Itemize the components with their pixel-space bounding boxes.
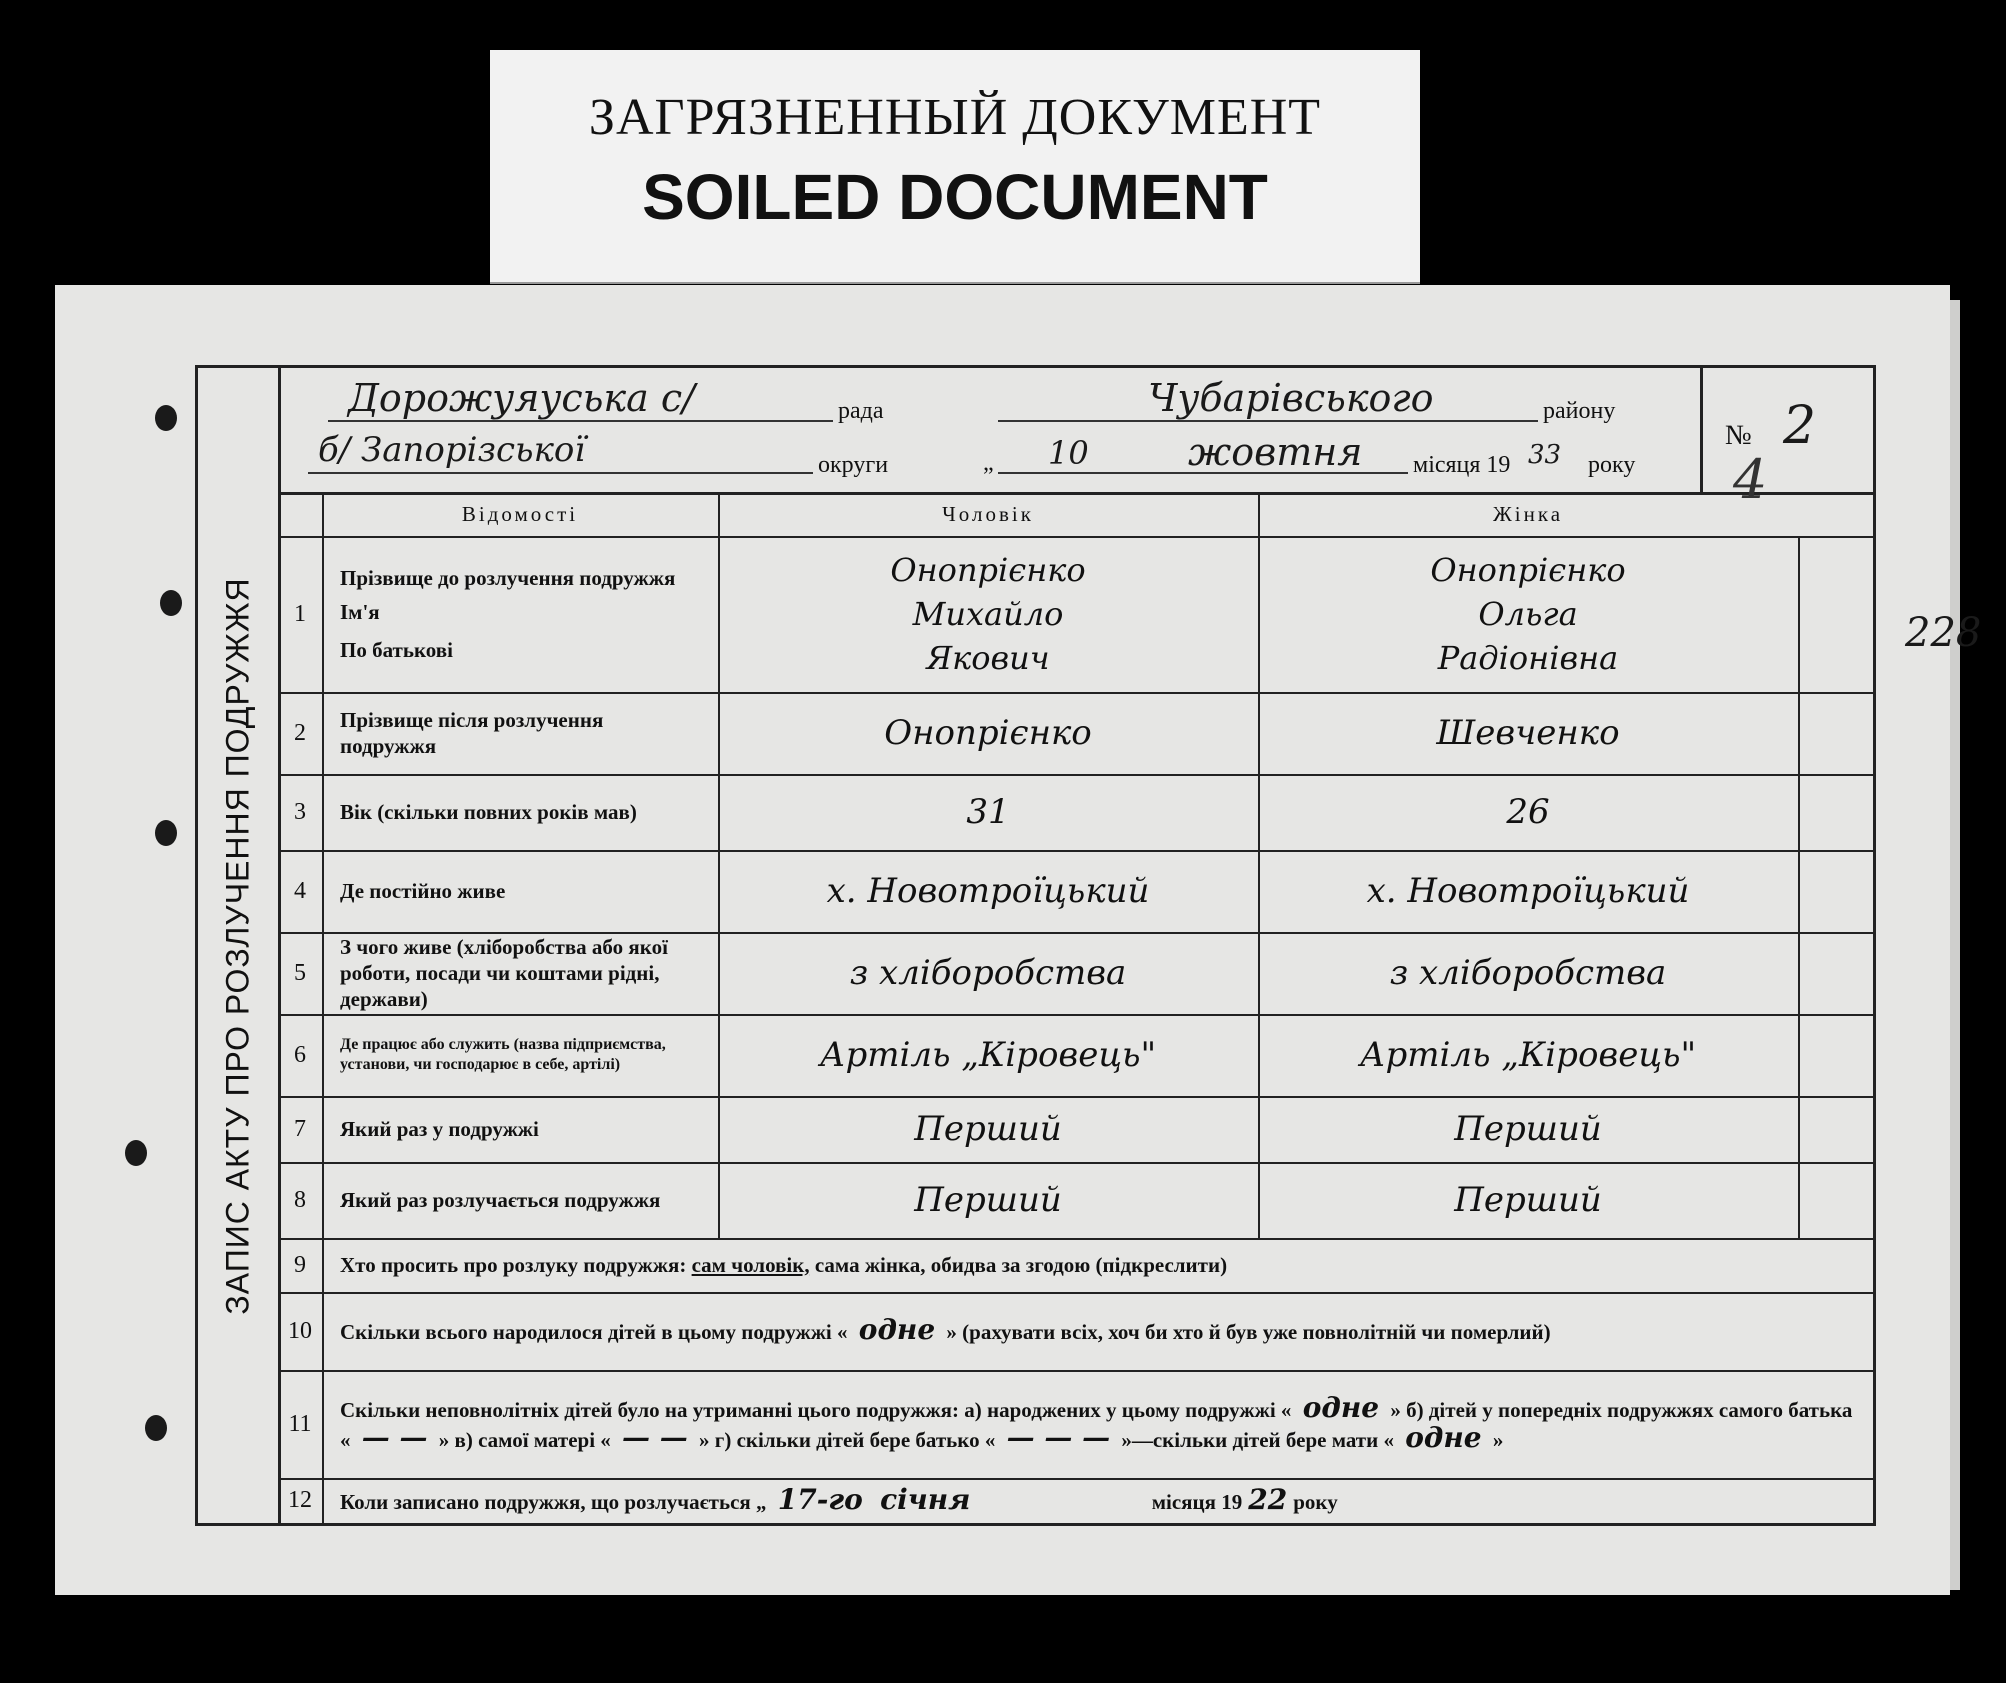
- table-row: [278, 1162, 1873, 1240]
- wife-answer: Артіль „Кіровець": [1359, 1035, 1697, 1075]
- record-number-box: [1700, 368, 1873, 511]
- col-info: Відомості: [461, 501, 579, 526]
- husband-answer: Перший: [914, 1180, 1062, 1220]
- row-question: [340, 536, 700, 692]
- question-small: Де працює або служить (назва підприємства, установи, чи господарює в себе, артілі): [340, 1036, 666, 1073]
- row-text: [340, 1478, 1855, 1523]
- row10-text-b: » (рахувати всіх, хоч би хто й був уже повнолітній чи померлий): [946, 1320, 1551, 1344]
- row-number: 4: [278, 850, 324, 932]
- row12-text-b: місяця 19: [1151, 1489, 1243, 1514]
- table-row: [278, 1370, 1873, 1480]
- husband-answer: [718, 536, 1258, 692]
- row-number: 10: [278, 1292, 324, 1370]
- row11-text-c: » в) самої матері «: [438, 1428, 611, 1452]
- row-number: 5: [278, 932, 324, 1014]
- underline: [328, 420, 833, 422]
- table-row: [278, 932, 1873, 1016]
- row-question: Прізвище після розлучення подружжя: [340, 708, 604, 758]
- rada-value: Дорожуяуська с/: [348, 376, 695, 420]
- row9-option-husband: сам чоловік,: [691, 1252, 810, 1277]
- punch-hole: [125, 1140, 147, 1166]
- table-row: [278, 1096, 1873, 1164]
- row-question: [340, 1014, 700, 1096]
- month-label: місяця 19: [1413, 452, 1511, 478]
- col-husband: Чоловік: [942, 501, 1034, 526]
- wife-answer: 26: [1506, 792, 1550, 832]
- row12-month: січня: [880, 1482, 971, 1516]
- question-line: Ім'я: [340, 600, 380, 624]
- row-question: Вік (скільки повних років мав): [340, 800, 637, 824]
- row-number: 9: [278, 1238, 324, 1292]
- row-number: 8: [278, 1162, 324, 1238]
- table-row: [278, 692, 1873, 776]
- row11-text-a: Скільки неповнолітніх дітей було на утриманні цього подружжя: а) народжених у цьому подружжі «: [340, 1398, 1292, 1422]
- wife-answer: [1258, 536, 1798, 692]
- quote-mark: „: [983, 450, 994, 476]
- wife-answer: з хліборобства: [1389, 953, 1667, 993]
- wife-answer: х. Новотроїцький: [1366, 871, 1690, 911]
- underline: [308, 472, 813, 474]
- question-line: По батькові: [340, 638, 453, 662]
- punch-hole: [155, 820, 177, 846]
- row12-text-a: Коли записано подружжя, що розлучається „: [340, 1489, 767, 1514]
- record-number: 2: [1783, 396, 1817, 456]
- row-question: Який раз у подружжі: [340, 1117, 539, 1141]
- table-row: [278, 1238, 1873, 1294]
- punch-hole: [160, 590, 182, 616]
- raion-value: Чубарівського: [1148, 376, 1434, 420]
- row-number: 6: [278, 1014, 324, 1096]
- punch-hole: [155, 405, 177, 431]
- husband-answer: з хліборобства: [849, 953, 1127, 993]
- row12-year: 22: [1248, 1482, 1288, 1516]
- row-text: [340, 1370, 1855, 1478]
- table-row: [278, 850, 1873, 934]
- wife-surname: Онопрієнко: [1430, 551, 1626, 589]
- husband-answer: Артіль „Кіровець": [819, 1035, 1157, 1075]
- year-value: 33: [1528, 440, 1562, 470]
- wife-patronymic: Радіонівна: [1437, 639, 1619, 677]
- soiled-document-slip: [490, 50, 1420, 284]
- row11-text-b: » б) дітей у попередніх подружжях самого батька «: [340, 1398, 1853, 1452]
- slip-english-text: SOILED DOCUMENT: [642, 161, 1268, 233]
- question-line: Прізвище до розлучення подружжя: [340, 566, 676, 590]
- row9-text-b: сама жінка, обидва за згодою (підкреслити): [814, 1252, 1228, 1277]
- raion-label: району: [1543, 398, 1616, 424]
- row-number: 12: [278, 1478, 324, 1523]
- margin-mark: 4: [1733, 448, 1768, 511]
- column-header-row: [278, 492, 1873, 538]
- month-value: жовтня: [1188, 430, 1363, 474]
- punch-hole: [145, 1415, 167, 1441]
- row11-value-c: — —: [622, 1421, 688, 1454]
- table-row: [278, 774, 1873, 852]
- side-title-text: ЗАПИС АКТУ ПРО РОЗЛУЧЕННЯ ПОДРУЖЖЯ: [219, 576, 256, 1315]
- number-label: №: [1725, 420, 1752, 451]
- row11-text-d: » г) скільки дітей бере батько «: [699, 1428, 996, 1452]
- husband-surname: Онопрієнко: [890, 551, 1086, 589]
- row12-text-c: року: [1293, 1489, 1338, 1514]
- husband-answer: х. Новотроїцький: [826, 871, 1150, 911]
- divorce-record-form: [195, 365, 1876, 1526]
- okruh-value: б/ Запорізської: [318, 430, 586, 470]
- row10-text-a: Скільки всього народилося дітей в цьому подружжі «: [340, 1320, 848, 1344]
- row-number: 11: [278, 1370, 324, 1478]
- form-header: [278, 368, 1873, 511]
- row11-value-d: — — —: [1006, 1421, 1111, 1454]
- husband-answer: Перший: [914, 1109, 1062, 1149]
- year-label: року: [1588, 452, 1636, 478]
- row-question: Який раз розлучається подружжя: [340, 1188, 661, 1212]
- row11-value-e: одне: [1405, 1421, 1482, 1454]
- col-wife: Жінка: [1492, 501, 1564, 526]
- sheet-number: 228: [1905, 610, 1982, 656]
- table-row: [278, 1014, 1873, 1098]
- husband-patronymic: Якович: [926, 639, 1050, 677]
- row-text: [340, 1292, 1855, 1370]
- slip-russian-text: ЗАГРЯЗНЕННЫЙ ДОКУМЕНТ: [588, 89, 1322, 146]
- wife-answer: Перший: [1454, 1109, 1602, 1149]
- row-number: 3: [278, 774, 324, 850]
- form-side-title: [198, 368, 281, 1523]
- row11-value-b: — —: [361, 1421, 428, 1454]
- row-number: 1: [278, 536, 324, 692]
- row11-text-f: »: [1492, 1428, 1504, 1452]
- row-question: З чого живе (хліборобства або якої роботи, посади чи коштами рідні, держави): [340, 935, 668, 1011]
- row11-value-a: одне: [1302, 1391, 1380, 1424]
- row-text: [340, 1238, 1855, 1292]
- row12-day: 17-го: [777, 1482, 863, 1516]
- husband-answer: 31: [966, 792, 1010, 832]
- underline: [998, 472, 1408, 474]
- wife-answer: Шевченко: [1436, 713, 1620, 753]
- col-divider: [322, 492, 324, 536]
- wife-name: Ольга: [1478, 595, 1578, 633]
- row10-value: одне: [858, 1313, 936, 1346]
- row-question: Де постійно живе: [340, 879, 506, 903]
- rada-label: рада: [838, 398, 884, 424]
- table-row: [278, 1478, 1873, 1523]
- husband-name: Михайло: [912, 595, 1064, 633]
- day-value: 10: [1048, 434, 1089, 472]
- husband-answer: Онопрієнко: [884, 713, 1092, 753]
- row-number: 7: [278, 1096, 324, 1162]
- table-row: [278, 1292, 1873, 1372]
- row11-text-e: »—скільки дітей бере мати «: [1121, 1428, 1394, 1452]
- wife-answer: Перший: [1454, 1180, 1602, 1220]
- table-row: [278, 536, 1873, 694]
- row9-text-a: Хто просить про розлуку подружжя:: [340, 1252, 687, 1277]
- data-table: [278, 492, 1873, 1523]
- okruh-label: округи: [818, 452, 889, 478]
- underline: [998, 420, 1538, 422]
- row-number: 2: [278, 692, 324, 774]
